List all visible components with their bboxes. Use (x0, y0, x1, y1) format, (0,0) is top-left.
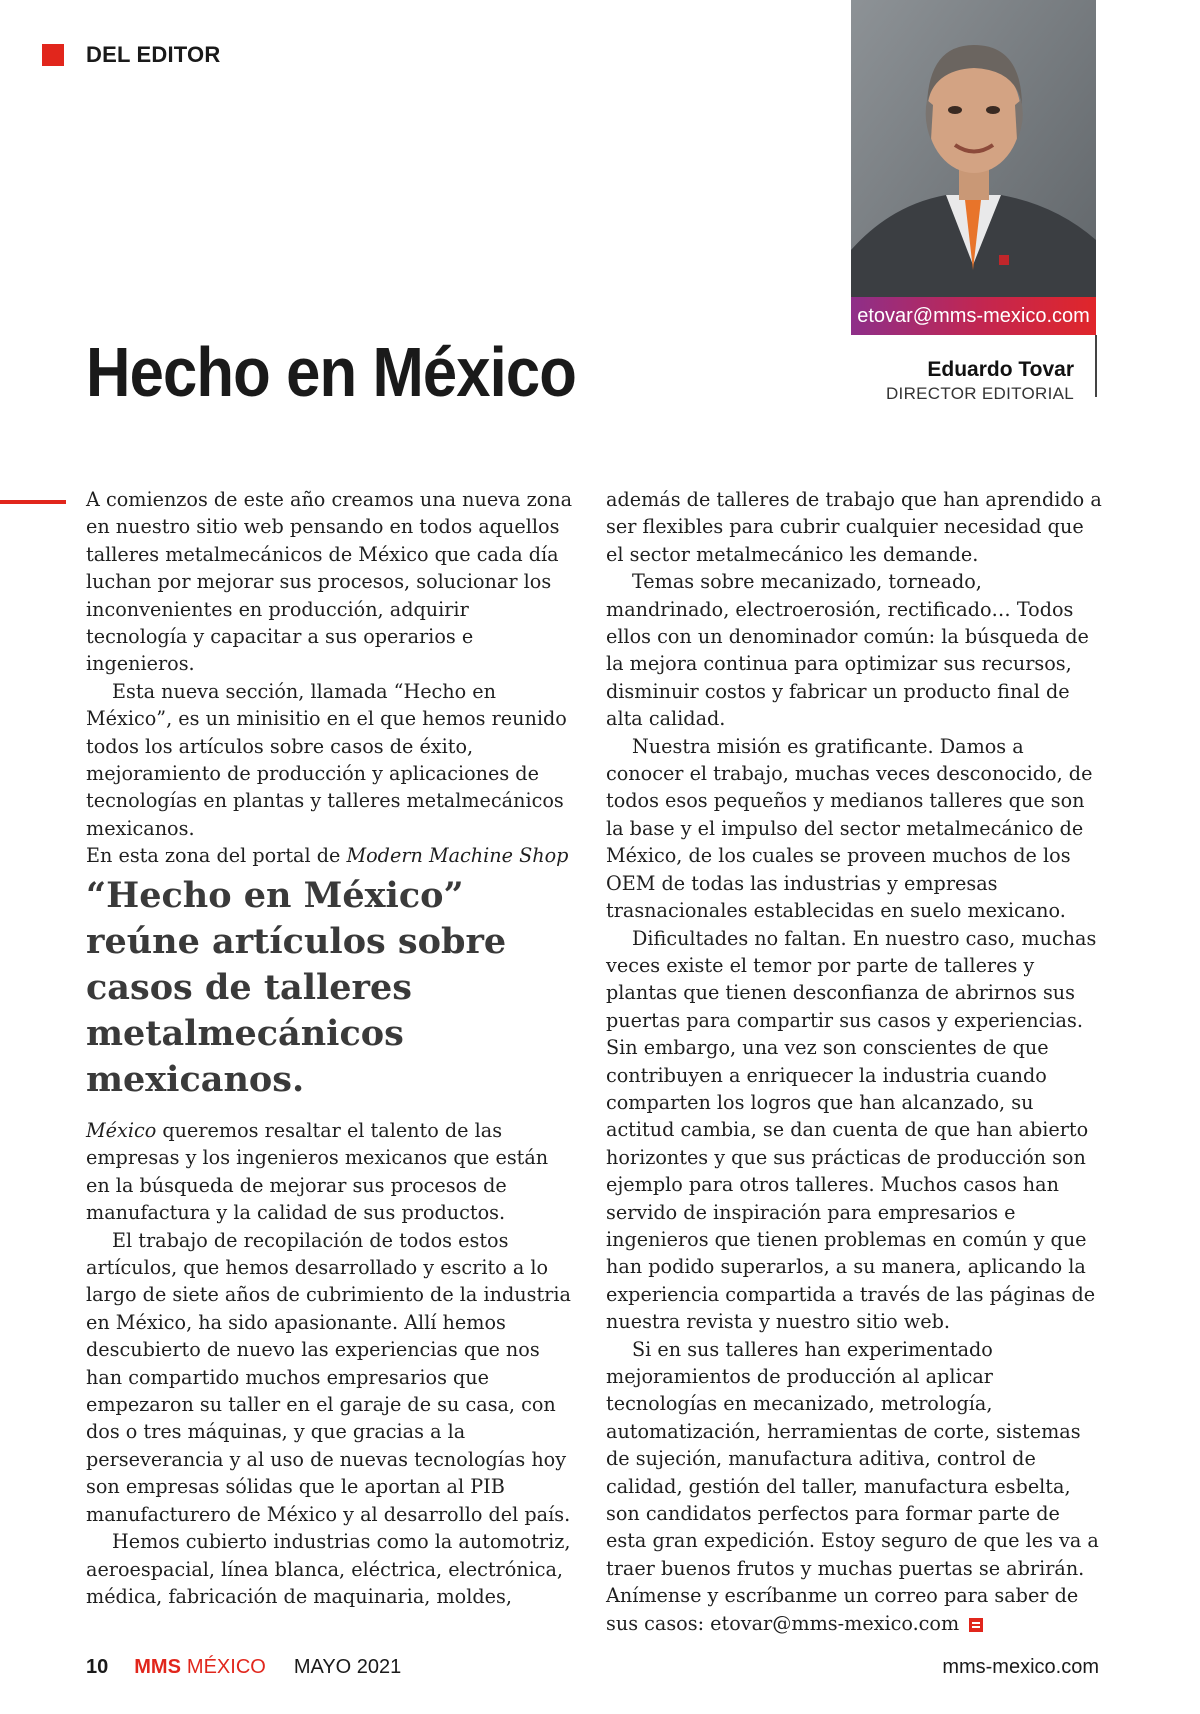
author-role: DIRECTOR EDITORIAL (885, 384, 1074, 403)
paragraph: A comienzos de este año creamos una nueva zona en nuestro sitio web pensando en todos aquellos talleres metalmecánicos de México que cada día luchan por mejorar sus procesos, solucionar los inconvenientes en producción, adquirir tecnología y capacitar a sus operarios e ingenieros. (86, 488, 573, 676)
brand-mexico: MÉXICO (186, 1656, 266, 1678)
author-email-bar[interactable] (851, 297, 1096, 335)
end-mark-icon (969, 1618, 983, 1632)
paragraph: Esta nueva sección, llamada “Hecho en México”, es un minisitio en el que hemos reunido todos los artículos sobre casos de éxito, mejoramiento de producción y aplicaciones de tecnologías en plantas y talleres metalmecánicos mexicanos. (86, 679, 567, 840)
accent-rule (0, 500, 66, 504)
paragraph: Hemos cubierto industrias como la automotriz, aeroespacial, línea blanca, eléctrica, electrónica, médica, fabricación de maquinaria, moldes, (86, 1530, 571, 1608)
paragraph: Temas sobre mecanizado, torneado, mandrinado, electroerosión, rectificado… Todos ellos con un denominador común: la búsqueda de la mejora continua para optimizar sus recursos, disminuir costos y fabricar un producto final de alta calidad. (606, 570, 1089, 731)
brand-mms: MMS (134, 1656, 181, 1678)
issue-date: MAYO 2021 (293, 1656, 402, 1678)
pull-quote: “Hecho en México” reúne artículos sobre casos de talleres metalmecánicos mexicanos. (86, 875, 507, 1100)
section-square (42, 44, 64, 66)
footer-url[interactable]: mms-mexico.com (942, 1656, 1099, 1678)
author-block (886, 358, 1074, 404)
article-title: Hecho en México (86, 333, 577, 411)
column-1-top (86, 486, 576, 870)
paragraph: El trabajo de recopilación de todos estos artículos, que hemos desarrollado y escrito a lo largo de siete años de cubrimiento de la industria en México, ha sido apasionante. Allí hemos descubierto de nuevo las experiencias que nos han compartido muchos empresarios que empezaron su taller en el garaje de su casa, con dos o tres máquinas, y que gracias a la perseverancia y al uso de nuevas tecnologías hoy son empresas sólidas que le aportan al PIB manufacturero de México y al desarrollo del país. (86, 1228, 571, 1526)
paragraph: además de talleres de trabajo que han aprendido a ser flexibles para cubrir cualquier necesidad que el sector metalmecánico les demande. (606, 488, 1102, 566)
author-email[interactable]: etovar@mms-mexico.com (857, 304, 1090, 327)
paragraph: Nuestra misión es gratificante. Damos a conocer el trabajo, muchas veces desconocido, de todos esos pequeños y medianos talleres que son la base y el impulso del sector metalmecánico de México, de los cuales se proveen muchos de los OEM de todas las industrias y empresas trasnacionales establecidas en suelo mexicano. (606, 734, 1093, 923)
paragraph: Dificultades no faltan. En nuestro caso, muchas veces existe el temor por parte de talleres y plantas que tienen desconfianza de abrirnos sus puertas para compartir sus casos y experiencias. Sin embargo, una vez son conscientes de que contribuyen a enriquecer la industria cuando comparten los logros que han alcanzado, su actitud cambia, se dan cuenta de que han abierto horizontes y que sus prácticas de producción son ejemplo para otros talleres. Muchos casos han servido de inspiración para empresarios e ingenieros que tienen problemas en común y que han podido superarlos, a su manera, aplicando la experiencia compartida a través de las páginas de nuestra revista y nuestro sitio web. (606, 926, 1097, 1334)
author-name: Eduardo Tovar (927, 358, 1074, 381)
column-1-bottom (86, 1117, 576, 1610)
author-divider (1095, 335, 1097, 397)
footer (86, 1656, 401, 1679)
section-tag (42, 42, 220, 68)
column-2 (606, 486, 1102, 1637)
section-label: DEL EDITOR (86, 42, 221, 67)
paragraph: México queremos resaltar el talento de las empresas y los ingenieros mexicanos que están en la búsqueda de mejorar sus procesos de manufactura y la calidad de sus productos. (86, 1119, 549, 1225)
author-photo (851, 0, 1096, 335)
paragraph: En esta zona del portal de Modern Machine Shop (86, 844, 569, 868)
paragraph-final: Si en sus talleres han experimentado mejoramientos de producción al aplicar tecnologías en mecanizado, metrología, automatización, herramientas de corte, sistemas de sujeción, manufactura aditiva, control de calidad, gestión del taller, manufactura esbelta, son candidatos perfectos para formar parte de esta gran expedición. Estoy seguro de que les va a traer buenos frutos y muchas puertas se abrirán. Anímense y escríbanme un correo para saber de sus casos: etovar@mms-mexico.com (606, 1337, 1099, 1635)
page-number: 10 (86, 1656, 109, 1678)
